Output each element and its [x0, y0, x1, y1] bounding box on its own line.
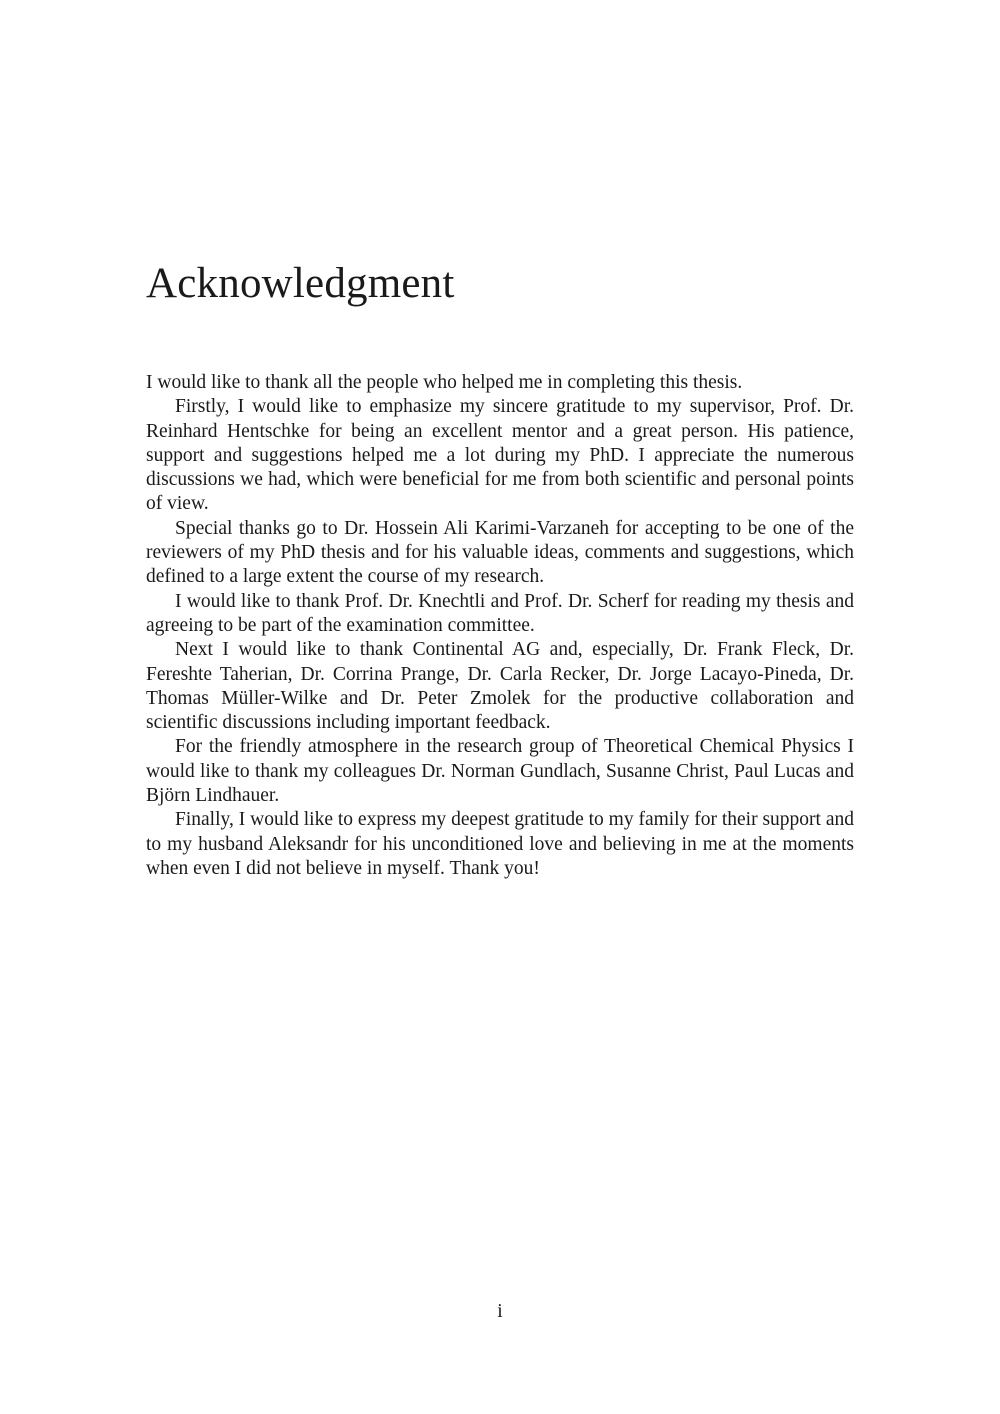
paragraph-reviewer: Special thanks go to Dr. Hossein Ali Karimi-Varzaneh for accepting to be one of the reviewers of my PhD thesis and for his valuable ideas, comments and suggestions, which defined to a large extent the course of my research.	[146, 517, 854, 588]
paragraph-supervisor: Firstly, I would like to emphasize my sincere gratitude to my supervisor, Prof. Dr. Reinhard Hentschke for being an excellent mentor and a great person. His patience, support and suggestions helped me a lot during my PhD. I appreciate the numerous discussions we had, which were beneficial for me from both scientific and personal points of view.	[146, 396, 854, 515]
paragraph-continental: Next I would like to thank Continental AG and, especially, Dr. Frank Fleck, Dr. Fereshte Taherian, Dr. Corrina Prange, Dr. Carla Recker, Dr. Jorge Lacayo-Pineda, Dr. Thomas Müller-Wilke and Dr. Peter Zmolek for the productive collaboration and scientific discussions including important feedback.	[146, 639, 854, 734]
chapter-title: Acknowledgment	[146, 260, 455, 307]
acknowledgment-body	[146, 371, 854, 881]
paragraph-committee: I would like to thank Prof. Dr. Knechtli and Prof. Dr. Scherf for reading my thesis and agreeing to be part of the examination committee.	[146, 590, 854, 636]
paragraph-intro: I would like to thank all the people who helped me in completing this thesis.	[146, 372, 743, 393]
page-number: i	[497, 1301, 503, 1322]
paragraph-family: Finally, I would like to express my deepest gratitude to my family for their support and to my husband Aleksandr for his unconditioned love and believing in me at the moments when even I did not believe in myself. Thank you!	[146, 809, 854, 879]
paragraph-colleagues: For the friendly atmosphere in the research group of Theoretical Chemical Physics I would like to thank my colleagues Dr. Norman Gundlach, Susanne Christ, Paul Lucas and Björn Lindhauer.	[146, 736, 854, 807]
